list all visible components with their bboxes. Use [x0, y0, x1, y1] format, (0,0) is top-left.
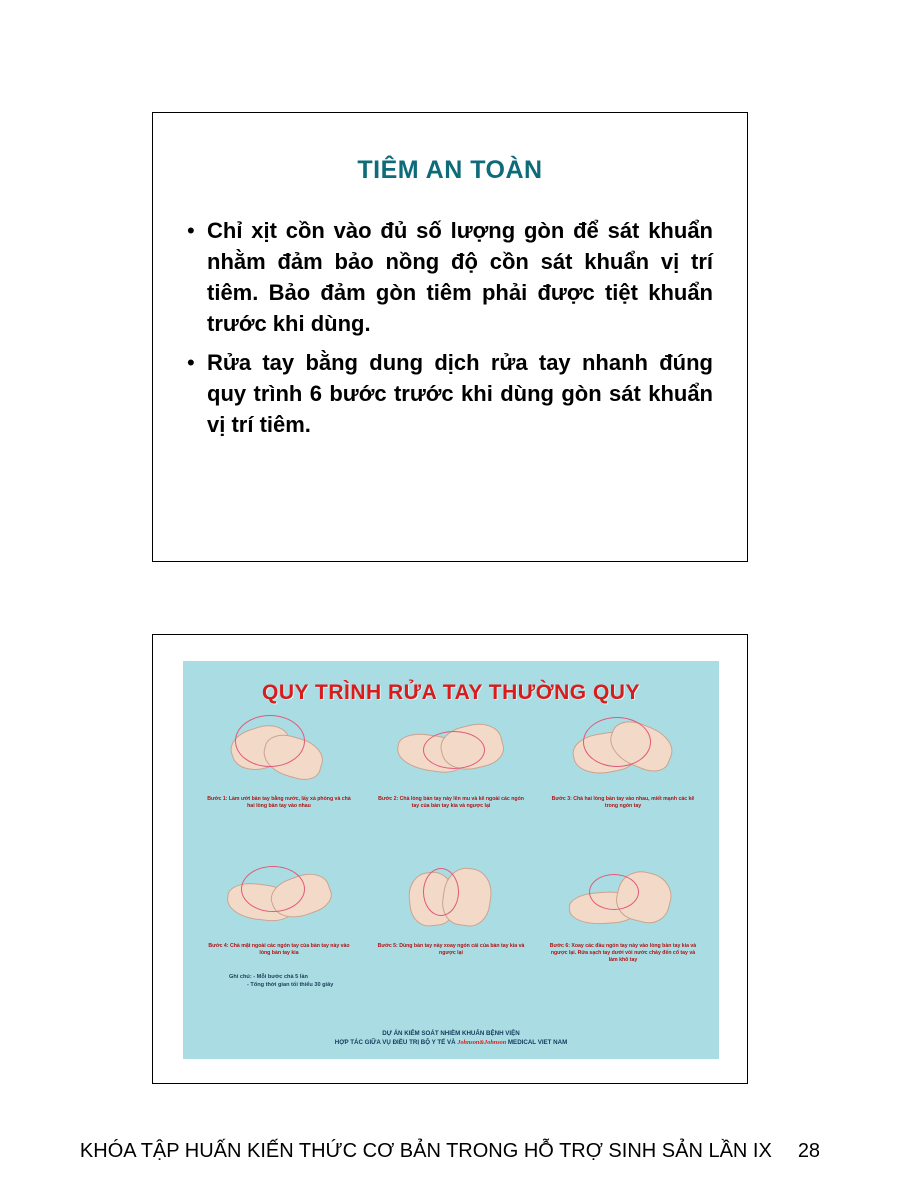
poster-note-line: - Tổng thời gian tối thiểu 30 giây	[247, 982, 334, 988]
poster-step-caption: Bước 3: Chà hai lòng bàn tay vào nhau, miết mạnh các kẽ trong ngón tay	[551, 796, 695, 809]
slide-title: TIÊM AN TOÀN	[357, 156, 543, 184]
poster-note	[229, 973, 333, 989]
bullet-text: Chỉ xịt cồn vào đủ số lượng gòn để sát khuẩn nhằm đảm bảo nồng độ cồn sát khuẩn vị trí tiêm. Bảo đảm gòn tiêm phải được tiệt khuẩn trước khi dùng.	[207, 218, 713, 336]
poster-footer-line2	[183, 1038, 719, 1047]
poster-step	[193, 711, 365, 858]
bullet-text: Rửa tay bằng dung dịch rửa tay nhanh đúng quy trình 6 bước trước khi dùng gòn sát khuẩn vị trí tiêm.	[207, 350, 713, 437]
poster-step	[365, 858, 537, 1005]
poster-step	[537, 711, 709, 858]
poster-step	[537, 858, 709, 1005]
poster-step-caption: Bước 1: Làm ướt bàn tay bằng nước, lấy xà phòng và chà hai lòng bàn tay vào nhau	[207, 796, 351, 809]
footer-title: KHÓA TẬP HUẤN KIẾN THỨC CƠ BẢN TRONG HỖ TRỢ SINH SẢN LẦN IX	[79, 1140, 772, 1162]
handwashing-step1-icon	[211, 711, 347, 793]
bullet-marker-icon: •	[187, 350, 195, 375]
poster-step-caption: Bước 5: Dùng bàn tay này xoay ngón cái của bàn tay kia và ngược lại	[377, 943, 525, 956]
page-number: 28	[797, 1140, 821, 1162]
bullet-marker-icon: •	[187, 218, 195, 243]
poster-steps-grid	[183, 705, 719, 1005]
handwashing-poster	[183, 661, 719, 1059]
poster-title: QUY TRÌNH RỬA TAY THƯỜNG QUY	[262, 681, 640, 704]
page-footer	[0, 1140, 900, 1163]
poster-step-caption: Bước 2: Chà lòng bàn tay này lên mu và kẽ ngoài các ngón tay của bàn tay kia và ngược lại	[378, 796, 524, 809]
slide-tiem-an-toan	[152, 112, 748, 562]
johnson-johnson-logo: Johnson&Johnson	[457, 1039, 507, 1046]
poster-footer-line1: DỰ ÁN KIỂM SOÁT NHIỄM KHUẨN BỆNH VIỆN	[382, 1030, 520, 1037]
list-item	[187, 215, 713, 339]
poster-step-caption: Bước 6: Xoay các đầu ngón tay này vào lòng bàn tay kia và ngược lại. Rửa sạch tay dưới vòi nước chảy đến cổ tay và làm khô tay	[549, 943, 697, 963]
poster-footer-prefix: HỢP TÁC GIỮA VỤ ĐIỀU TRỊ BỘ Y TẾ VÀ	[334, 1039, 458, 1046]
poster-note-line: Ghi chú: - Mỗi bước chà 5 lần	[229, 974, 308, 980]
slide-quy-trinh-rua-tay	[152, 634, 748, 1084]
handwashing-step5-icon	[383, 858, 519, 940]
handwashing-step6-icon	[555, 858, 691, 940]
list-item	[187, 347, 713, 440]
poster-step-caption: Bước 4: Chà mặt ngoài các ngón tay của bàn tay này vào lòng bàn tay kia	[208, 943, 350, 956]
poster-step	[365, 711, 537, 858]
poster-footer	[183, 1029, 719, 1047]
bullet-list	[187, 215, 713, 440]
handwashing-step2-icon	[383, 711, 519, 793]
handwashing-step4-icon	[211, 858, 347, 940]
handwashing-step3-icon	[555, 711, 691, 793]
poster-footer-suffix: MEDICAL VIET NAM	[506, 1039, 568, 1046]
